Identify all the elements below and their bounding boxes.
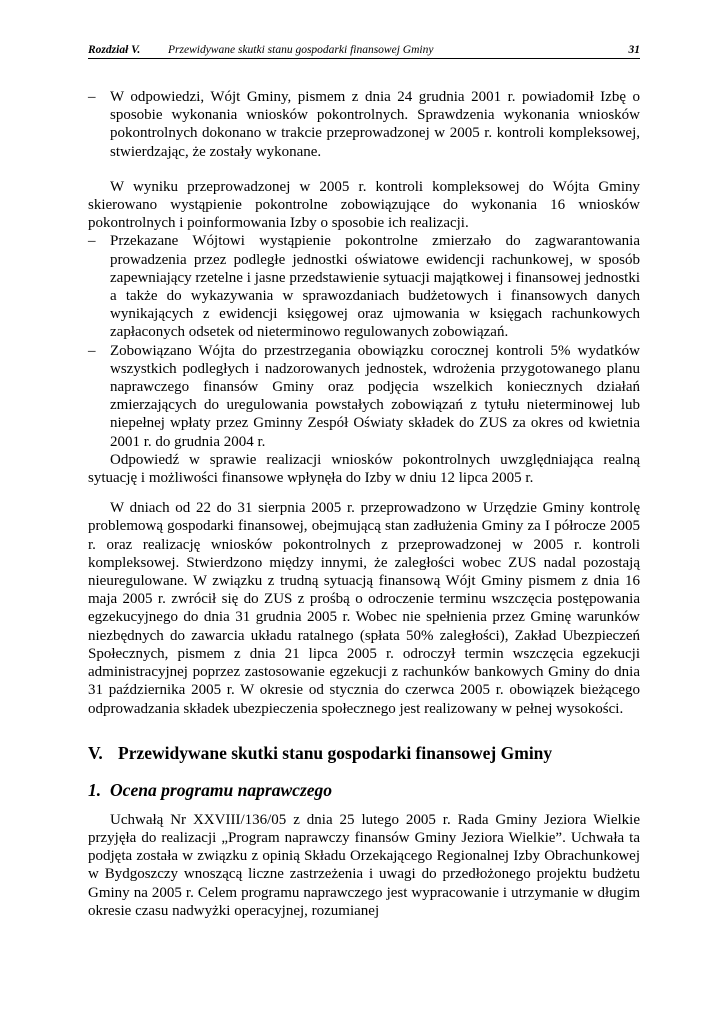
list-item — [88, 232, 640, 341]
page-body — [88, 88, 640, 920]
header-chapter: Rozdział V. — [88, 44, 141, 56]
spacer — [88, 487, 640, 499]
section-title: Przewidywane skutki stanu gospodarki finansowej Gminy — [118, 742, 553, 763]
header-title: Przewidywane skutki stanu gospodarki finansowej Gminy — [168, 44, 434, 56]
spacer — [88, 161, 640, 178]
subsection-title: Ocena programu naprawczego — [110, 779, 333, 800]
paragraph: Odpowiedź w sprawie realizacji wniosków pokontrolnych uwzględniająca realną sytuację i możliwości finansowe wpłynęła do Izby w dniu 12 lipca 2005 r. — [88, 451, 640, 487]
list-item — [88, 342, 640, 451]
paragraph: Uchwałą Nr XXVIII/136/05 z dnia 25 lutego 2005 r. Rada Gminy Jeziora Wielkie przyjęła do realizacji „Program naprawczy finansów Gminy Jeziora Wielkie”. Uchwała ta podjęta została w związku z opinią Składu Orzekającego Regionalnej Izby Obrachunkowej w Bydgoszczy wnoszącą liczne zastrzeżenia i uwagi do przedłożonego projektu budżetu Gminy na 2005 r. Celem programu naprawczego jest wypracowanie i utrzymanie w długim okresie czasu nadwyżki operacyjnej, rozumianej — [88, 811, 640, 919]
bullet-dash: – — [88, 342, 96, 359]
list-item — [88, 88, 640, 161]
section-number: V. — [88, 742, 103, 763]
running-header — [88, 41, 640, 57]
subsection-number: 1. — [88, 779, 102, 800]
list-item-text: Przekazane Wójtowi wystąpienie pokontrolne zmierzało do zagwarantowania prowadzenia przez podległe jednostki oświatowe ewidencji rachunkowej, w sposób zapewniający rzetelne i jasne przedstawienie sytuacji majątkowej i finansowej jednostki a także do wykazywania w sprawozdaniach budżetowych i finansowych danych wynikających z ewidencji księgowej oraz ujmowania w księgach rachunkowych zapłaconych odsetek od nieterminowo regulowanych zobowiązań. — [110, 233, 640, 341]
list-item-text: Zobowiązano Wójta do przestrzegania obowiązku corocznej kontroli 5% wydatków wszystkich podległych i nadzorowanych jednostek, wdrożenia przygotowanego planu naprawczego finansów Gminy oraz podjęcia wszelkich koniecznych działań zmierzających do uregulowania powstałych zobowiązań z tytułu nieterminowej lub niepełnej wpłaty przez Gminny Zespół Oświaty składek do ZUS za okres od kwietnia 2001 r. do grudnia 2004 r. — [110, 342, 640, 450]
bullet-dash: – — [88, 89, 96, 105]
paragraph: W wyniku przeprowadzonej w 2005 r. kontroli kompleksowej do Wójta Gminy skierowano wystąpienie pokontrolne zobowiązujące do wykonania 16 wniosków pokontrolnych i poinformowania Izby o sposobie ich realizacji. — [88, 178, 640, 232]
subsection-heading — [88, 781, 640, 799]
header-rule — [88, 58, 640, 59]
page-number: 31 — [628, 44, 640, 56]
bullet-dash: – — [88, 233, 96, 250]
list-item-text: W odpowiedzi, Wójt Gminy, pismem z dnia 24 grudnia 2001 r. powiadomił Izbę o sposobie wykonania wniosków pokontrolnych. Sprawdzenia wykonania wniosków pokontrolnych dokonano w trakcie przeprowadzonej w 2005 r. kontroli kompleksowej, stwierdzając, że zostały wykonane. — [110, 89, 640, 160]
section-heading — [88, 742, 640, 764]
paragraph: W dniach od 22 do 31 sierpnia 2005 r. przeprowadzono w Urzędzie Gminy kontrolę problemową gospodarki finansowej, obejmującą stan zadłużenia Gminy za I półrocze 2005 r. oraz realizację wniosków pokontrolnych z przeprowadzonej w 2005 r. kontroli kompleksowej. Stwierdzono między innymi, że zaległości wobec ZUS nadal pozostają nieuregulowane. W związku z trudną sytuacją finansową Wójt Gminy pismem z dnia 16 maja 2005 r. zwrócił się do ZUS z prośbą o odroczenie terminu wszczęcia postępowania egzekucyjnego do dnia 31 grudnia 2005 r. Wobec nie spełnienia przez Gminę warunków niezbędnych do zawarcia układu ratalnego (spłata 50% zaległości), Zakład Ubezpieczeń Społecznych, pismem z dnia 21 lipca 2005 r. odroczył termin wszczęcia egzekucji administracyjnej poprzez zastosowanie egzekucji z rachunków bankowych Gminy do dnia 31 października 2005 r. W okresie od stycznia do czerwca 2005 r. obowiązek bieżącego odprowadzania składek ubezpieczenia społecznego jest realizowany w pełnej wysokości. — [88, 500, 640, 717]
spacer — [88, 799, 640, 811]
